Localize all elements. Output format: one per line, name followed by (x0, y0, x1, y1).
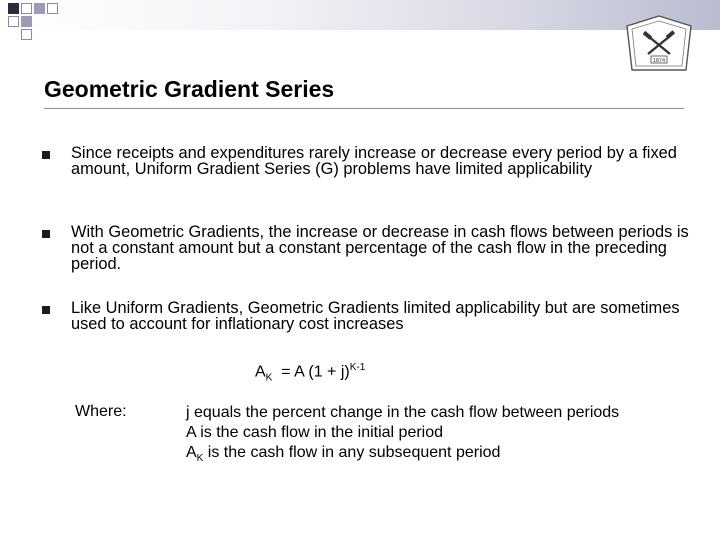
definitions-list (186, 403, 619, 469)
deco-square (8, 3, 19, 14)
formula-exponent: K-1 (349, 362, 366, 373)
bullet-text: Since receipts and expenditures rarely increase or decrease every period by a fixed amount, Uniform Gradient Series (G) problems have limited applicability (71, 144, 677, 178)
deco-square (21, 3, 32, 14)
slide-title: Geometric Gradient Series (44, 76, 335, 102)
header-band (0, 0, 720, 48)
definition-item (186, 403, 619, 423)
svg-text:1874: 1874 (652, 58, 666, 64)
formula-lhs: A (255, 363, 266, 381)
deco-square (8, 16, 19, 27)
where-label: Where: (75, 403, 127, 420)
definition-item (186, 423, 619, 443)
deco-square (47, 3, 58, 14)
definition-text: is the cash flow in any subsequent period (203, 444, 501, 461)
title-divider (44, 108, 684, 109)
bullet-square-icon (42, 230, 50, 238)
definition-symbol-subscript: K (196, 453, 204, 465)
gradient-formula (255, 362, 365, 384)
bullet-text: With Geometric Gradients, the increase or decrease in cash flows between periods is not a constant amount but a constant percentage of the cash flow in the preceding period. (71, 223, 689, 273)
deco-square (21, 29, 32, 40)
bullet-square-icon (42, 306, 50, 314)
bullet-text: Like Uniform Gradients, Geometric Gradients limited applicability but are sometimes used to account for inflationary cost increases (71, 299, 680, 333)
header-gradient (0, 0, 720, 30)
definition-symbol: A (186, 444, 197, 461)
definition-text: j equals the percent change in the cash flow between periods (186, 404, 620, 421)
deco-square (34, 3, 45, 14)
deco-square (21, 16, 32, 27)
definition-item (186, 443, 619, 469)
formula-rhs: = A (1 + j) (281, 363, 350, 381)
formula-lhs-subscript: K (265, 372, 273, 384)
definition-text: A is the cash flow in the initial period (186, 424, 444, 441)
bullet-square-icon (42, 151, 50, 159)
university-seal-logo (624, 14, 694, 72)
